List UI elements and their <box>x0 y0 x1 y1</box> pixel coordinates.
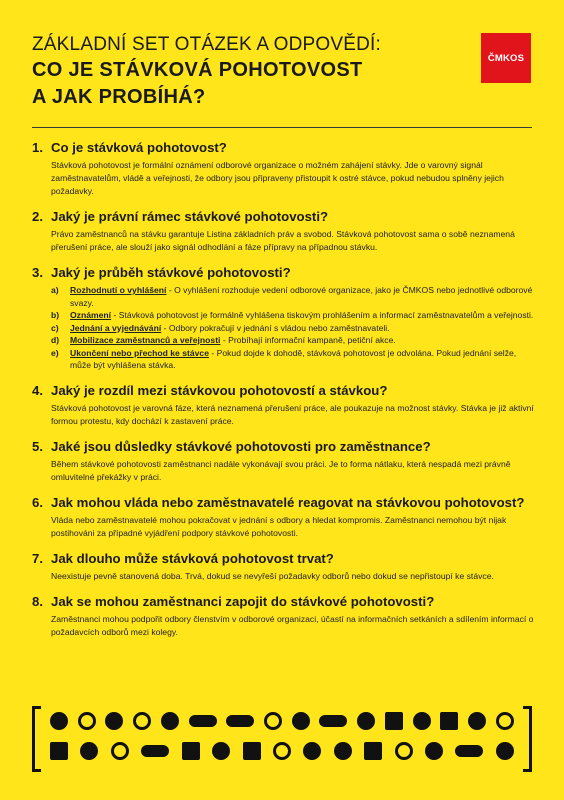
answer-text: Vláda nebo zaměstnavatelé mohou pokračovat v jednání s odbory a hledat kompromis. Zaměstnanci nemohou být nijak postihováni za případné vyjádření podpory stávkové pohotovosti. <box>51 514 507 538</box>
right-bracket <box>523 706 532 772</box>
answer-text: Neexistuje pevně stanovená doba. Trvá, dokud se nevyřeší požadavky odborů nebo dokud se nepřistoupí ke stávce. <box>51 570 494 581</box>
union-logo-icon <box>496 712 514 730</box>
question-title: Jaké jsou důsledky stávkové pohotovosti pro zaměstnance? <box>51 438 431 454</box>
question-heading <box>32 209 534 225</box>
union-logo-icon <box>105 712 123 730</box>
question-heading <box>32 495 534 511</box>
question-heading <box>32 551 534 567</box>
union-logo-icon <box>468 712 486 730</box>
question-number: 7. <box>32 550 43 566</box>
question-title: Jak se mohou zaměstnanci zapojit do stávkové pohotovosti? <box>51 593 435 609</box>
question-heading <box>32 140 534 156</box>
step-label: Ukončení nebo přechod ke stávce <box>70 347 209 358</box>
union-logo-icon <box>78 712 96 730</box>
union-logo-icon <box>364 742 382 760</box>
question-number: 5. <box>32 438 43 454</box>
answer-step <box>32 347 534 372</box>
logo-row-top <box>50 712 514 730</box>
step-letter: b) <box>51 310 60 320</box>
question-title: Jaký je rozdíl mezi stávkovou pohotovostí a stávkou? <box>51 382 388 398</box>
union-logo-icon <box>189 715 217 727</box>
step-text: - Probíhají informační kampaně, petiční akce. <box>220 335 396 345</box>
union-logo-icon <box>182 742 200 760</box>
question-4 <box>32 383 534 428</box>
answer-step <box>32 284 534 309</box>
qa-list <box>32 140 534 650</box>
question-1 <box>32 140 534 198</box>
question-heading <box>32 594 534 610</box>
union-logo-icon <box>111 742 129 760</box>
question-heading <box>32 265 534 281</box>
question-title: Jak dlouho může stávková pohotovost trvat? <box>51 550 334 566</box>
page-subtitle: ZÁKLADNÍ SET OTÁZEK A ODPOVĚDÍ: <box>32 34 381 55</box>
left-bracket <box>32 706 41 772</box>
union-logo-icon <box>50 742 68 760</box>
answer-step <box>32 322 534 335</box>
union-logo-icon <box>319 715 347 727</box>
question-heading <box>32 439 534 455</box>
answer-text: Právo zaměstnanců na stávku garantuje Listina základních práv a svobod. Stávková pohotovost sama o sobě neznamená přerušení práce, ale slouží jako signál odhodlání a fáze přípravy na případnou stávku. <box>51 229 515 252</box>
step-text: - Pokud dojde k dohodě, stávková pohotovost je odvolána. Pokud jednání selže, může být vyhlášena stávka. <box>70 347 517 370</box>
question-number: 3. <box>32 265 43 280</box>
step-text: - Stávková pohotovost je formálně vyhlášena tiskovým prohlášením a informací zaměstnavatelům a veřejnosti. <box>111 310 534 320</box>
question-2 <box>32 209 534 254</box>
page-title-line1: CO JE STÁVKOVÁ POHOTOVOST <box>32 59 363 81</box>
member-union-logos <box>32 706 532 772</box>
header-divider <box>32 127 532 128</box>
cmkos-logo-text: ČMKOS <box>487 52 525 64</box>
question-number: 6. <box>32 494 43 510</box>
question-3 <box>32 265 534 372</box>
question-number: 2. <box>32 209 43 224</box>
union-logo-icon <box>303 742 321 760</box>
union-logo-icon <box>385 712 403 730</box>
union-logo-icon <box>133 712 151 730</box>
answer-text: Zaměstnanci mohou podpořit odbory členstvím v odborové organizaci, účastí na informačních setkáních a sdílením informací o požadavcích odborů mezi kolegy. <box>51 613 534 637</box>
step-label: Mobilizace zaměstnanců a veřejnosti <box>70 335 221 345</box>
question-heading <box>32 383 534 399</box>
union-logo-icon <box>161 712 179 730</box>
union-logo-icon <box>413 712 431 730</box>
union-logo-icon <box>357 712 375 730</box>
union-logo-icon <box>425 742 443 760</box>
union-logo-icon <box>80 742 98 760</box>
step-letter: d) <box>51 335 60 345</box>
question-number: 4. <box>32 382 43 398</box>
union-logo-icon <box>292 712 310 730</box>
page-title-line2: A JAK PROBÍHÁ? <box>32 86 206 108</box>
union-logo-icon <box>226 715 254 727</box>
answer-step <box>32 334 534 347</box>
union-logo-icon <box>243 742 261 760</box>
answer-step <box>32 309 534 322</box>
step-letter: c) <box>51 322 59 333</box>
union-logo-icon <box>264 712 282 730</box>
union-logo-icon <box>496 742 514 760</box>
union-logo-icon <box>50 712 68 730</box>
union-logo-icon <box>212 742 230 760</box>
union-logo-icon <box>141 745 169 757</box>
question-title: Jak mohou vláda nebo zaměstnavatelé reagovat na stávkovou pohotovost? <box>51 494 525 510</box>
answer-text: Stávková pohotovost je formální oznámení odborové organizace o možném zahájení stávky. Jde o varovný signál zaměstnavatelům, vládě a veřejnosti, že odbory jsou připraveny přistoupit k ostré stávce, pokud nebudou splněny jejich požadavky. <box>51 160 504 196</box>
question-5 <box>32 439 534 484</box>
logo-row-bottom <box>50 742 514 760</box>
step-text: - Odbory pokračují v jednání s vládou nebo zaměstnavateli. <box>161 322 390 333</box>
question-8 <box>32 594 534 639</box>
question-title: Co je stávková pohotovost? <box>51 140 227 155</box>
step-text: - O vyhlášení rozhoduje vedení odborové organizace, jako je ČMKOS nebo jednotlivé odborové svazy. <box>70 285 533 308</box>
question-title: Jaký je průběh stávkové pohotovosti? <box>51 265 291 280</box>
union-logo-icon <box>440 712 458 730</box>
union-logo-icon <box>273 742 291 760</box>
question-6 <box>32 495 534 540</box>
answer-text: Stávková pohotovost je varovná fáze, která neznamená přerušení práce, ale poukazuje na možnost stávky. Stávka je již aktivní formou protestu, kdy dochází k zastavení práce. <box>51 402 534 426</box>
cmkos-logo <box>481 33 531 83</box>
question-number: 1. <box>32 140 43 155</box>
page-header <box>32 34 472 110</box>
step-letter: e) <box>51 347 59 358</box>
step-label: Rozhodnutí o vyhlášení <box>70 285 167 295</box>
answer-text: Během stávkové pohotovosti zaměstnanci nadále vykonávají svou práci. Je to forma nátlaku, která nespadá mezi právně omluvitelné překážky v práci. <box>51 458 511 482</box>
question-title: Jaký je právní rámec stávkové pohotovosti? <box>51 209 329 224</box>
union-logo-icon <box>455 745 483 757</box>
step-letter: a) <box>51 285 59 295</box>
step-label: Oznámení <box>70 310 112 320</box>
union-logo-icon <box>395 742 413 760</box>
union-logo-icon <box>334 742 352 760</box>
question-number: 8. <box>32 593 43 609</box>
step-label: Jednání a vyjednávání <box>70 322 162 333</box>
question-7 <box>32 551 534 583</box>
answer-steps <box>32 284 534 372</box>
